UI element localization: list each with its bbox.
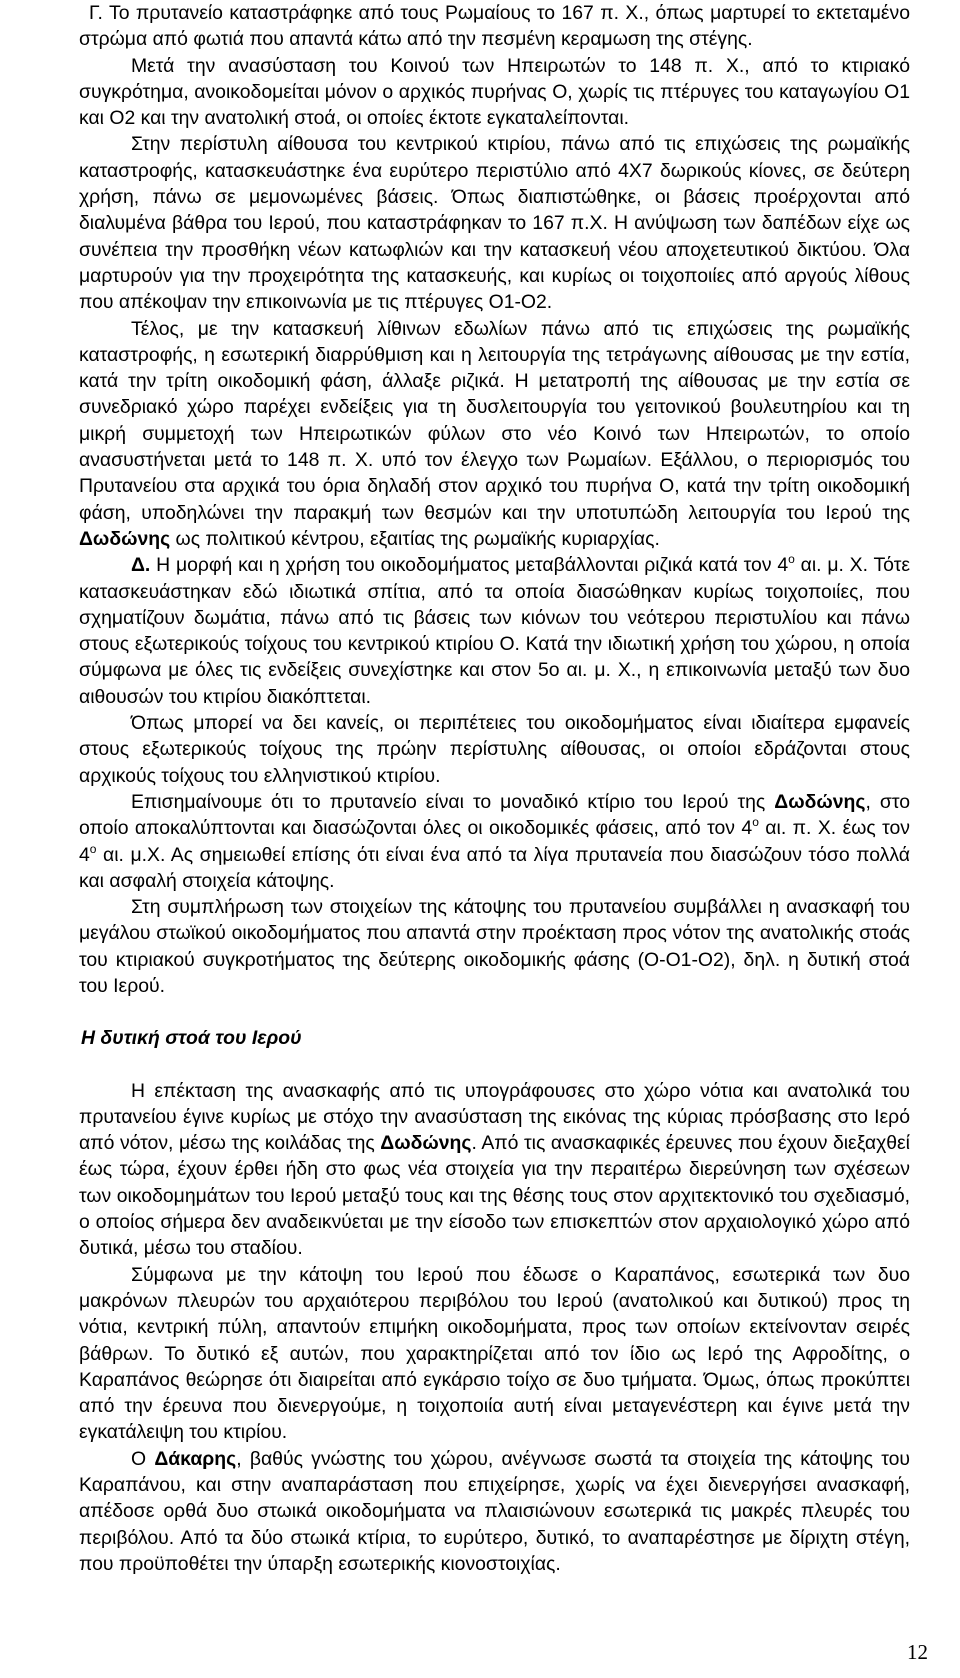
paragraph-text: . Από τις ανασκαφικές έρευνες που έχουν διεξαχθεί έως τώρα, έχουν έρθει ήδη στο φως νέα στοιχεία για την περαιτέρω διερεύνηση των σχέσεων των οικοδομημάτων του Ιερού μεταξύ τους και της θέσης τους στον αρχιτεκτονικό του σχεδιασμό, ο οποίος σήμερα δεν αναδεικνύεται με την είσοδο των επισκεπτών στον αρχαιολογικό χώρο από δυτικά, μέσω του σταδίου.: [79, 1132, 910, 1260]
paragraph-text: Η επέκταση της ανασκαφής από τις υπογράφουσες στο χώρο νότια και ανατολικά του πρυτανείου έγινε κυρίως με στόχο την ανασύσταση της εικόνας της κύριας πρόσβασης στο Ιερό από νότον, μέσω της κοιλάδας της: [79, 1079, 910, 1155]
bold-term: Δωδώνης: [79, 527, 171, 550]
paragraph: [79, 131, 910, 315]
paragraph: [79, 53, 910, 132]
paragraph: [79, 894, 910, 999]
paragraph-text: Όπως μπορεί να δει κανείς, οι περιπέτειες του οικοδομήματος είναι ιδιαίτερα εμφανείς στους εξωτερικούς τοίχους της πρώην περίστυλης αίθουσας, οι οποίοι εδράζονται στους αρχικούς τοίχους του ελληνιστικού κτιρίου.: [79, 712, 910, 787]
paragraph-text: Επισημαίνουμε ότι το πρυτανείο είναι το μοναδικό κτίριο του Ιερού της: [131, 790, 775, 813]
paragraph-text: ως πολιτικού κέντρου, εξαιτίας της ρωμαϊκής κυριαρχίας.: [170, 527, 660, 550]
bold-term: Δωδώνης: [380, 1132, 472, 1155]
bold-term: Δωδώνης: [774, 790, 866, 813]
paragraph: [79, 552, 910, 710]
section-heading: Η δυτική στοά του Ιερού: [81, 1027, 302, 1050]
superscript: ο: [89, 841, 97, 856]
paragraph-text: Στην περίστυλη αίθουσα του κεντρικού κτιρίου, πάνω από τις επιχώσεις της ρωμαϊκής καταστροφής, κατασκευάστηκε ένα ευρύτερο περιστύλιο από 4Χ7 δωρικούς κίονες, σε δεύτερη χρήση, πάνω σε μεμονωμένες βάσεις. Όπως διαπιστώθηκε, οι βάσεις προέρχονται από διαλυμένα βάθρα του Ιερού, που καταστράφηκαν το 167 π.Χ. Η ανύψωση των δαπέδων είχε ως συνέπεια την προσθήκη νέων κατωφλιών και την κατασκευή νέου αποχετευτικού δικτύου. Όλα μαρτυρούν για την προχειρότητα της κατασκευής, και κυρίως οι τοιχοποιίες από αργούς λίθους που απέκοψαν την επικοινωνία με τις πτέρυγες Ο1-Ο2.: [79, 133, 910, 314]
paragraph: [79, 789, 910, 894]
paragraph-text: αι. μ.Χ. Ας σημειωθεί επίσης ότι είναι ένα από τα λίγα πρυτανεία που διασώζουν τόσο πολλά και ασφαλή στοιχεία κάτοψης.: [79, 843, 910, 892]
paragraph-text: Σύμφωνα με την κάτοψη του Ιερού που έδωσε ο Καραπάνος, εσωτερικά των δυο μακρόνων πλευρών του αρχαιότερου περιβόλου του Ιερού (ανατολικού και δυτικού) προς τη νότια, κεντρική πύλη, απαντούν επιμήκη οικοδομήματα, προς των οποίων εκτείνονταν σειρές βάθρων. Το δυτικό εξ αυτών, που χαρακτηρίζεται από τον ίδιο ως Ιερό της Αφροδίτης, ο Καραπάνος θεώρησε ότι διαιρείται από εγκάρσιο τοίχο σε δυο τμήματα. Όμως, όπως προκύπτει από την έρευνα που διενεργούμε, η τοιχοποιία αυτή είναι μεταγενέστερη και έγινε μετά την εγκατάλειψη του κτιρίου.: [79, 1263, 910, 1444]
paragraph-text: , βαθύς γνώστης του χώρου, ανέγνωσε σωστά τα στοιχεία της κάτοψης του Καραπάνου, και στην αναπαράσταση που επιχείρησε, χωρίς να έχει διενεργήσει ανασκαφή, απέδοσε ορθά δυο στωικά οικοδομήματα να πλαισιώνουν εσωτερικά τις μακρές πλευρές του περιβόλου. Από τα δύο στωικά κτίρια, το ευρύτερο, δυτικό, το αναπαρέστησε με δίριχτη στέγη, που προϋποθέτει την ύπαρξη εσωτερικής κιονοστοιχίας.: [79, 1447, 910, 1575]
paragraph-text: αι. μ. Χ. Τότε κατασκευάστηκαν εδώ ιδιωτικά σπίτια, από τα οποία διασώθηκαν κυρίως τοιχοποιίες, που σχηματίζουν δωμάτια, πάνω από τις βάσεις των κιόνων του νεότερου περιστυλίου και πάνω στους εξωτερικούς τοίχους του κεντρικού κτιρίου Ο. Κατά την ιδιωτική χρήση του χώρου, η οποία σύμφωνα με όλες τις ενδείξεις συνεχίστηκε και στον 5ο αι. μ. Χ., η επικοινωνία μεταξύ των δυο αιθουσών του κτιρίου διακόπτεται.: [79, 554, 910, 708]
paragraph-text: , στο οποίο αποκαλύπτονται και διασώζονται όλες οι οικοδομικές φάσεις, από τον 4: [79, 790, 911, 840]
paragraph-text: Τέλος, με την κατασκευή λίθινων εδωλίων πάνω από τις επιχώσεις της ρωμαϊκής καταστροφής, η εσωτερική διαρρύθμιση και η λειτουργία της τετράγωνης αίθουσας με την εστία, κατά την τρίτη οικοδομική φάση, άλλαξε ριζικά. Η μετατροπή της αίθουσας με την εστία σε συνεδριακό χώρο παρέχει ενδείξεις για τη δυσλειτουργία του γειτονικού βουλευτηρίου και τη μικρή συμμετοχή των Ηπειρωτικών φύλων στο νέο Κοινό των Ηπειρωτών, το οποίο ανασυστήνεται μετά το 148 π. Χ. υπό τον έλεγχο των Ρωμαίων. Εξάλλου, ο περιορισμός του Πρυτανείου στα αρχικά του όρια δηλαδή στον αρχικό του πυρήνα Ο, κατά την τρίτη οικοδομική φάση, υποδηλώνει την παρακμή των θεσμών και την υποτυπώδη λειτουργία του Ιερού της: [79, 317, 910, 524]
paragraph-text: Γ. Το πρυτανείο καταστράφηκε από τους Ρωμαίους το 167 π. Χ., όπως μαρτυρεί το εκτεταμένο στρώμα από φωτιά που απαντά κάτω από την πεσμένη κεραμωση της στέγης.: [79, 2, 910, 51]
paragraph-text: Η μορφή και η χρήση του οικοδομήματος μεταβάλλονται ριζικά κατά τον 4: [150, 554, 789, 577]
paragraph-text: αι. π. Χ. έως τον 4: [79, 817, 910, 866]
paragraph-text: Ο: [131, 1447, 155, 1470]
bold-term: Δάκαρης: [154, 1447, 237, 1470]
paragraph-text: Μετά την ανασύσταση του Κοινού των Ηπειρωτών το 148 π. Χ., από το κτιριακό συγκρότημα, ανοικοδομείται μόνον ο αρχικός πυρήνας Ο, χωρίς τις πτέρυγες του καταγωγίου Ο1 και Ο2 και την ανατολική στοά, οι οποίες έκτοτε εγκαταλείπονται.: [79, 54, 910, 130]
paragraph-text: Στη συμπλήρωση των στοιχείων της κάτοψης του πρυτανείου συμβάλλει η ανασκαφή του μεγάλου στωϊκού οικοδομήματος που απαντά στην προέκταση προς νότον της ανατολικής στοάς του κτιριακού συγκροτήματος της δεύτερης οικοδομικής φάσης (Ο-Ο1-Ο2), δηλ. η δυτική στοά του Ιερού.: [79, 896, 910, 997]
paragraph: [79, 1078, 910, 1262]
paragraph: [79, 1262, 910, 1446]
superscript: ο: [788, 552, 795, 567]
superscript: ο: [752, 815, 759, 830]
body-text: [79, 0, 910, 1577]
paragraph: [79, 316, 910, 553]
paragraph: [79, 710, 910, 789]
paragraph: [79, 1446, 910, 1577]
page-number: 12: [907, 1640, 928, 1664]
paragraph: [79, 0, 910, 53]
section-marker: Δ.: [131, 554, 151, 577]
